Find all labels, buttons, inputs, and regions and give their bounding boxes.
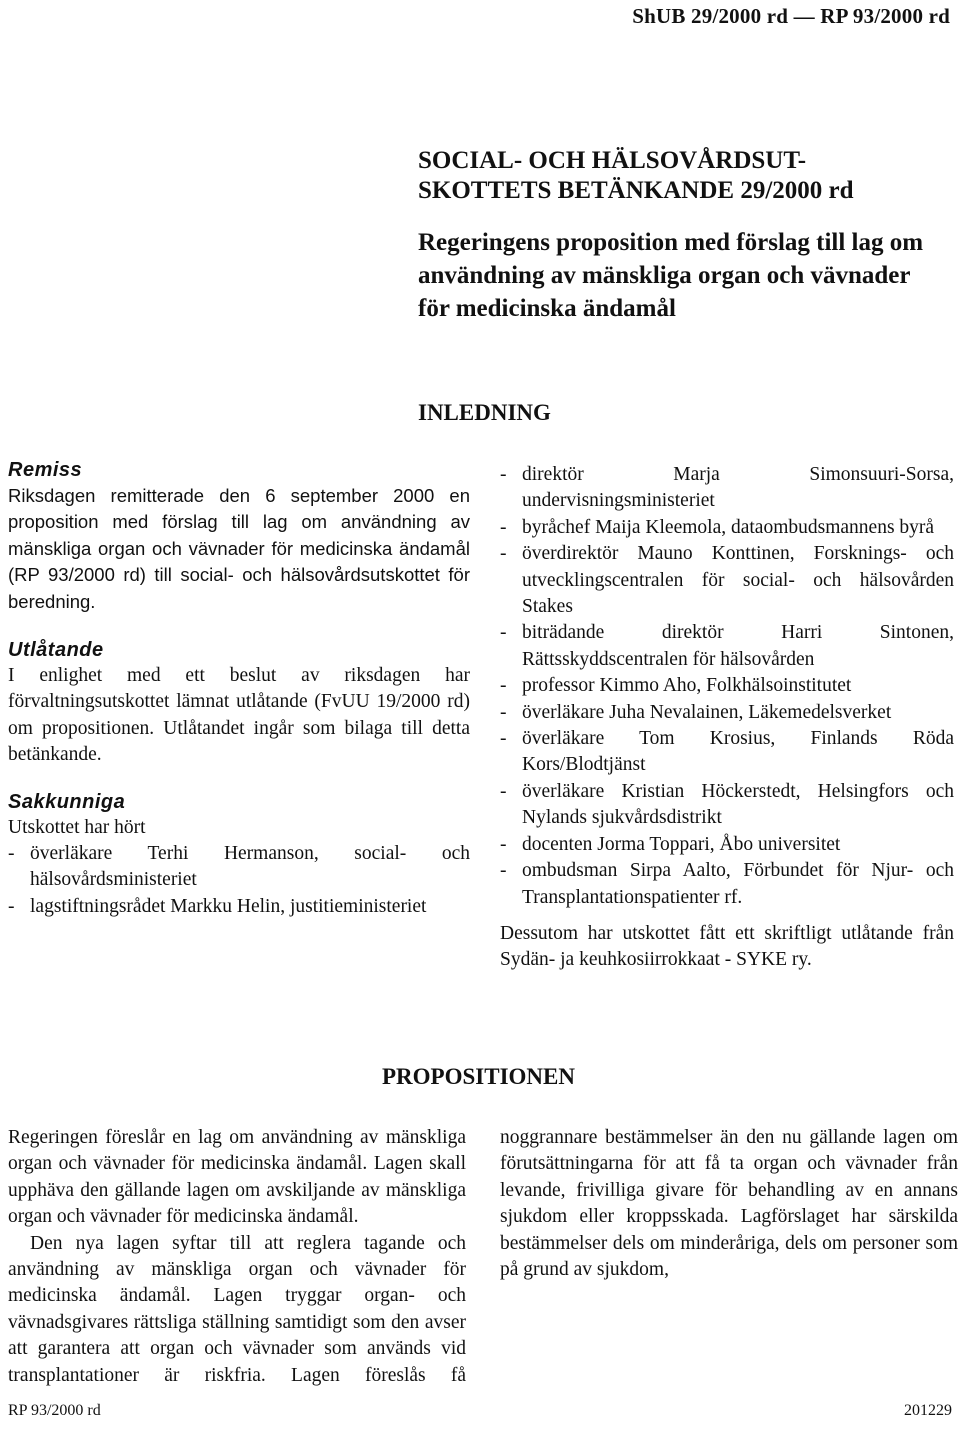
document-title: SOCIAL- OCH HÄLSOVÅRDSUT- SKOTTETS BETÄNKANDE 29/2000 rd — [418, 147, 854, 204]
remiss-heading: Remiss — [8, 459, 83, 481]
section-heading-propositionen: PROPOSITIONEN — [382, 1064, 575, 1089]
propositionen-columns — [8, 1125, 958, 1395]
list-item: - lagstiftningsrådet Markku Helin, justitieministeriet — [8, 894, 470, 920]
inledning-left-column — [8, 457, 470, 920]
inledning-right-column — [500, 462, 954, 974]
title-block — [418, 146, 958, 325]
sakkunniga-heading: Sakkunniga — [8, 790, 126, 813]
remiss-text: Riksdagen remitterade den 6 september 2000 en proposition med förslag till lag om användning av mänskliga organ och vävnader för medicinska ändamål (RP 93/2000 rd) till social- och hälsovårdsutskottet för beredning. — [8, 485, 470, 612]
running-header: ShUB 29/2000 rd — RP 93/2000 rd — [632, 4, 950, 28]
list-item: - byråchef Maija Kleemola, dataombudsmannens byrå — [500, 515, 954, 541]
list-item: - biträdande direktör Harri Sintonen, Rättsskyddscentralen för hälsovården — [500, 620, 954, 673]
experts-list-right — [500, 462, 954, 911]
experts-list-left — [8, 841, 470, 920]
utlatande-text: I enlighet med ett beslut av riksdagen har förvaltningsutskottet lämnat utlåtande (FvUU 19/2000 rd) om propositionen. Utlåtandet ingår som bilaga till detta betänkande. — [8, 665, 470, 766]
propositionen-paragraph-2: Den nya lagen syftar till att reglera tagande och användning av mänskliga organ och vävnader för medicinska ändamål. Lagen tryggar organ- och vävnadsgivares rättsliga ställning samtidigt som den avser att garantera att organ och vävnader som används vid transplantationer är riskfria. Lagen föreslås få noggrannare bestämmelser än den nu gällande lagen om förutsättningarna för att få ta organ och vävnader från levande, frivilliga givare för behandling av en annans sjukdom eller kroppsskada. Lagförslaget har särskilda bestämmelser dels om minderåriga, dels om personer som på grund av sjukdom, — [8, 1127, 958, 1386]
footer-left: RP 93/2000 rd — [8, 1402, 101, 1419]
list-item: - överläkare Terhi Hermanson, social- och hälsovårdsministeriet — [8, 841, 470, 894]
list-item: - överdirektör Mauno Konttinen, Forsknings- och utvecklingscentralen för social- och hälsovården Stakes — [500, 541, 954, 620]
utlatande-heading: Utlåtande — [8, 639, 104, 662]
written-statement: Dessutom har utskottet fått ett skriftligt utlåtande från Sydän- ja keuhkosiirrokkaat - SYKE ry. — [500, 922, 954, 971]
list-item: - ombudsman Sirpa Aalto, Förbundet för Njur- och Transplantationspatienter rf. — [500, 858, 954, 911]
list-item: - överläkare Tom Krosius, Finlands Röda Kors/Blodtjänst — [500, 726, 954, 779]
sakkunniga-intro: Utskottet har hört — [8, 816, 146, 838]
list-item: - docenten Jorma Toppari, Åbo universitet — [500, 832, 954, 858]
list-item: - överläkare Juha Nevalainen, Läkemedelsverket — [500, 700, 954, 726]
document-subtitle: Regeringens proposition med förslag till lag om användning av mänskliga organ och vävnader för medicinska ändamål — [418, 229, 924, 322]
list-item: - direktör Marja Simonsuuri-Sorsa, undervisningsministeriet — [500, 462, 954, 515]
list-item: - överläkare Kristian Höckerstedt, Helsingfors och Nylands sjukvårdsdistrikt — [500, 779, 954, 832]
section-heading-inledning: INLEDNING — [418, 400, 551, 425]
propositionen-paragraph-1: Regeringen föreslår en lag om användning av mänskliga organ och vävnader för medicinska ändamål. Lagen skall upphäva den gällande lagen om avskiljande av mänskliga organ och vävnader för medicinska ändamål. — [8, 1127, 466, 1228]
list-item: - professor Kimmo Aho, Folkhälsoinstitutet — [500, 673, 954, 699]
page-number: 201229 — [904, 1402, 952, 1419]
